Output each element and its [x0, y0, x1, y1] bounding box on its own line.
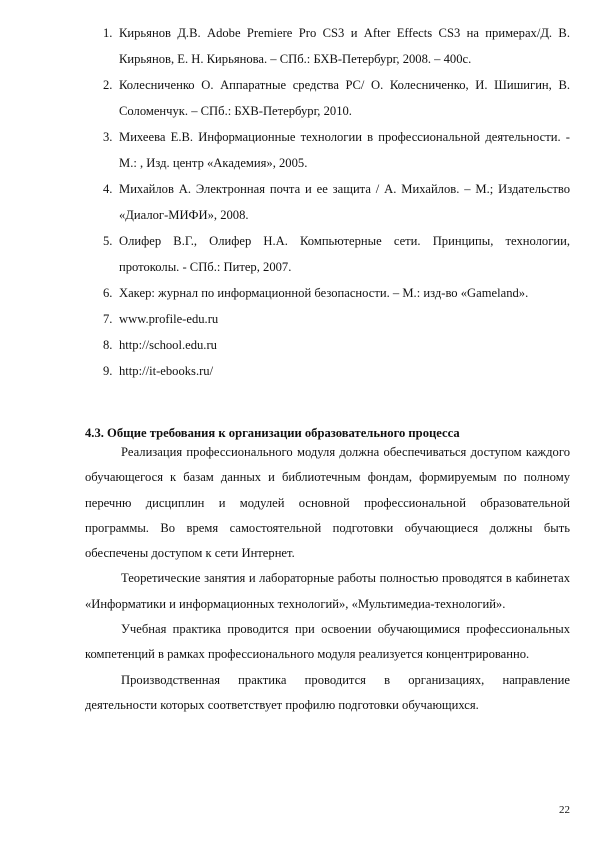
- reference-item: [85, 358, 570, 384]
- reference-number: 2.: [103, 78, 113, 92]
- reference-item: [85, 306, 570, 332]
- reference-text: Кирьянов Д.В. Adobe Premiere Pro CS3 и After Effects CS3 на примерах/Д. В. Кирьянов, Е. Н. Кирьянова. – СПб.: БХВ-Петербург, 2008. – 400с.: [119, 26, 570, 66]
- reference-list: [85, 20, 570, 384]
- reference-number: 1.: [103, 26, 113, 40]
- reference-number: 3.: [103, 130, 113, 144]
- paragraph: Производственная практика проводится в организациях, направление деятельности которых соответствует профилю подготовки обучающихся.: [85, 672, 570, 712]
- reference-link-text: http://school.edu.ru: [119, 338, 217, 352]
- reference-text: Колесниченко О. Аппаратные средства PC/ О. Колесниченко, И. Шишигин, В. Соломенчук. – СПб.: БХВ-Петербург, 2010.: [119, 78, 570, 118]
- reference-item: [85, 72, 570, 124]
- reference-number: 5.: [103, 234, 113, 248]
- reference-number: 4.: [103, 182, 113, 196]
- reference-number: 9.: [103, 364, 113, 378]
- reference-item: [85, 176, 570, 228]
- reference-number: 7.: [103, 312, 113, 326]
- reference-link-text: www.profile-edu.ru: [119, 312, 219, 326]
- reference-item: [85, 228, 570, 280]
- reference-link-text: http://it-ebooks.ru/: [119, 364, 214, 378]
- reference-text: Хакер: журнал по информационной безопасности. – М.: изд-во «Gameland».: [119, 286, 529, 300]
- reference-number: 6.: [103, 286, 113, 300]
- page-number: 22: [559, 804, 570, 816]
- reference-text: Олифер В.Г., Олифер Н.А. Компьютерные сети. Принципы, технологии, протоколы. - СПб.: Питер, 2007.: [119, 234, 570, 274]
- section-body: [85, 440, 570, 718]
- reference-item: [85, 332, 570, 358]
- reference-item: [85, 280, 570, 306]
- paragraph: Реализация профессионального модуля должна обеспечиваться доступом каждого обучающегося к базам данных и библиотечным фондам, формируемым по полному перечню дисциплин и модулей основной профессиональной образовательной программы. Во время самостоятельной подготовки обучающиеся должны быть обеспечены доступом к сети Интернет.: [85, 445, 570, 561]
- reference-text: Михеева Е.В. Информационные технологии в профессиональной деятельности. - М.: , Изд. центр «Академия», 2005.: [119, 130, 570, 170]
- paragraph: Учебная практика проводится при освоении обучающимися профессиональных компетенций в рамках профессионального модуля реализуется концентрированно.: [85, 622, 570, 662]
- paragraph: Теоретические занятия и лабораторные работы полностью проводятся в кабинетах «Информатики и информационных технологий», «Мультимедиа-технологий».: [85, 571, 570, 611]
- reference-text: Михайлов А. Электронная почта и ее защита / А. Михайлов. – М.; Издательство «Диалог-МИФИ», 2008.: [119, 182, 570, 222]
- reference-item: [85, 124, 570, 176]
- reference-item: [85, 20, 570, 72]
- section-heading: 4.3. Общие требования к организации образовательного процесса: [85, 426, 460, 440]
- reference-number: 8.: [103, 338, 113, 352]
